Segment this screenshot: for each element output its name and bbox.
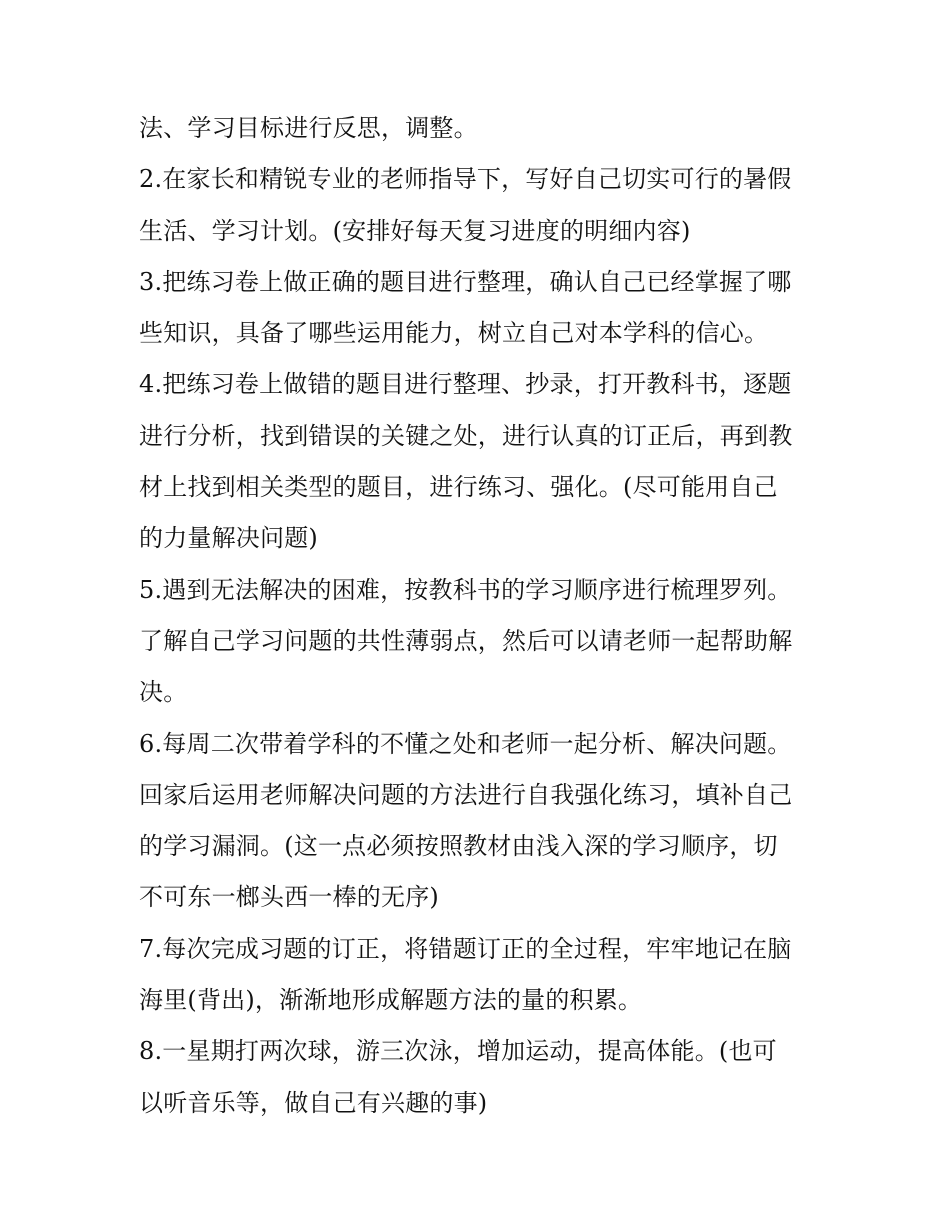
text-line: 8.一星期打两次球，游三次泳，增加运动，提高体能。(也可 <box>139 1037 777 1066</box>
text-line: 进行分析，找到错误的关键之处，进行认真的订正后，再到教 <box>139 421 793 450</box>
text-line: 法、学习目标进行反思，调整。 <box>139 114 478 142</box>
text-line: 的力量解决问题) <box>139 524 318 553</box>
text-line: 生活、学习计划。(安排好每天复习进度的明细内容) <box>139 216 691 245</box>
text-line: 4.把练习卷上做错的题目进行整理、抄录，打开教科书，逐题 <box>139 370 792 399</box>
text-line: 回家后运用老师解决问题的方法进行自我强化练习，填补自己 <box>139 780 793 809</box>
text-line: 6.每周二次带着学科的不懂之处和老师一起分析、解决问题。 <box>139 729 792 758</box>
document-body <box>139 103 829 1129</box>
text-line: 的学习漏洞。(这一点必须按照教材由浅入深的学习顺序，切 <box>139 832 778 861</box>
text-line: 材上找到相关类型的题目，进行练习、强化。(尽可能用自己 <box>139 473 778 502</box>
text-line: 3.把练习卷上做正确的题目进行整理，确认自己已经掌握了哪 <box>139 267 792 296</box>
text-line: 5.遇到无法解决的困难，按教科书的学习顺序进行梳理罗列。 <box>139 575 792 604</box>
text-line: 7.每次完成习题的订正，将错题订正的全过程，牢牢地记在脑 <box>139 934 792 963</box>
text-line: 海里(背出)，渐渐地形成解题方法的量的积累。 <box>139 986 643 1015</box>
text-line: 些知识，具备了哪些运用能力，树立自己对本学科的信心。 <box>139 319 769 348</box>
text-line: 以听音乐等，做自己有兴趣的事) <box>139 1088 488 1117</box>
text-line: 不可东一榔头西一棒的无序) <box>139 883 439 912</box>
text-line: 决。 <box>139 678 188 707</box>
text-line: 了解自己学习问题的共性薄弱点，然后可以请老师一起帮助解 <box>139 626 793 655</box>
text-line: 2.在家长和精锐专业的老师指导下，写好自己切实可行的暑假 <box>139 165 792 194</box>
